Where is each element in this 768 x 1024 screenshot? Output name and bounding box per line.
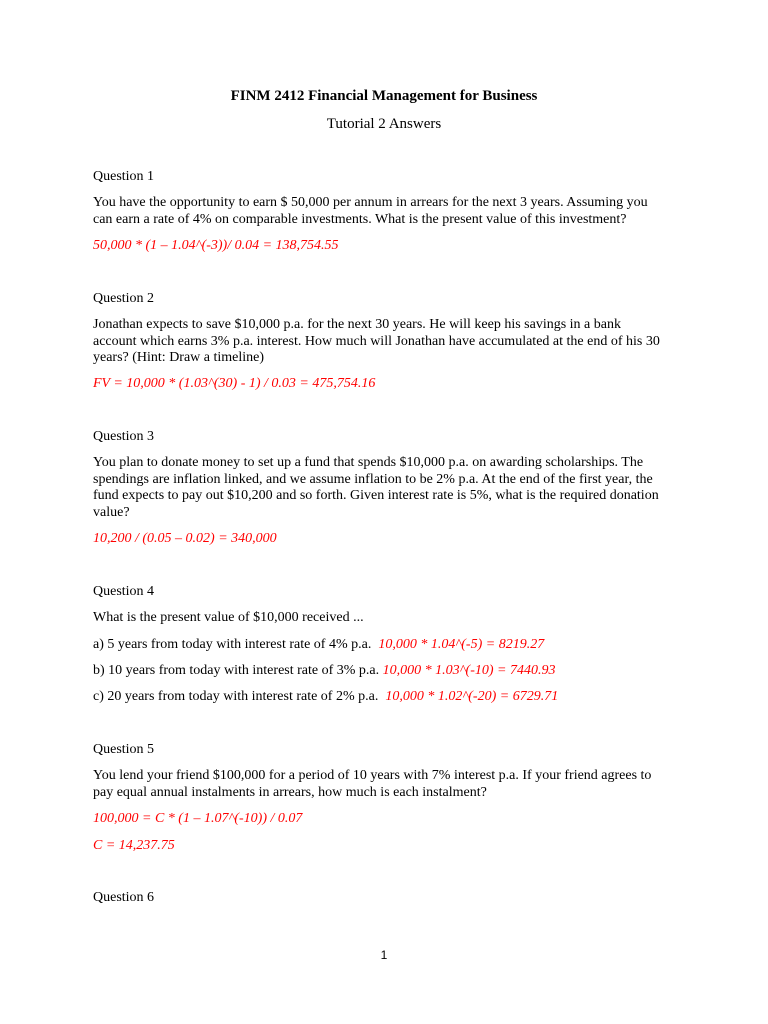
question-5-answer-1: 100,000 = C * (1 – 1.07^(-10)) / 0.07 [93, 811, 303, 826]
question-4-part-c [93, 689, 683, 706]
part-c-text: c) 20 years from today with interest rate of 2% p.a. [93, 689, 379, 704]
question-3-heading: Question 3 [93, 429, 155, 444]
part-b-text: b) 10 years from today with interest rate of 3% p.a. [93, 663, 380, 678]
question-5-answer-2: C = 14,237.75 [93, 838, 175, 853]
page-number: 1 [380, 948, 388, 962]
part-c-answer: 10,000 * 1.02^(-20) = 6729.71 [385, 689, 559, 704]
question-5-text: You lend your friend $100,000 for a period of 10 years with 7% interest p.a. If your friend agrees to pay equal annual instalments in arrears, how much is each instalment? [93, 768, 652, 800]
question-1-answer: 50,000 * (1 – 1.04^(-3))/ 0.04 = 138,754.55 [93, 238, 339, 253]
question-5-heading: Question 5 [93, 742, 155, 757]
question-4-part-a [93, 637, 683, 654]
question-3-answer: 10,200 / (0.05 – 0.02) = 340,000 [93, 531, 277, 546]
part-b-answer: 10,000 * 1.03^(-10) = 7440.93 [382, 663, 556, 678]
question-2-answer: FV = 10,000 * (1.03^(30) - 1) / 0.03 = 475,754.16 [93, 376, 376, 391]
page-title: FINM 2412 Financial Management for Business [230, 88, 538, 104]
question-1-heading: Question 1 [93, 169, 155, 184]
question-2-text: Jonathan expects to save $10,000 p.a. for the next 30 years. He will keep his savings in a bank account which earns 3% p.a. interest. How much will Jonathan have accumulated at the end of his 30 years? (Hint: Draw a timeline) [93, 317, 660, 365]
page-subtitle: Tutorial 2 Answers [326, 116, 442, 132]
question-4-part-b [93, 663, 683, 680]
question-2-heading: Question 2 [93, 291, 155, 306]
question-4-text: What is the present value of $10,000 received ... [93, 610, 364, 625]
question-3-text: You plan to donate money to set up a fund that spends $10,000 p.a. on awarding scholarships. The spendings are inflation linked, and we assume inflation to be 2% p.a. At the end of the first year, the fund expects to pay out $10,200 and so forth. Given interest rate is 5%, what is the required donation value? [93, 455, 659, 520]
part-a-answer: 10,000 * 1.04^(-5) = 8219.27 [378, 637, 545, 652]
question-1-text: You have the opportunity to earn $ 50,000 per annum in arrears for the next 3 years. Assuming you can earn a rate of 4% on comparable investments. What is the present value of this investment? [93, 195, 648, 227]
part-a-text: a) 5 years from today with interest rate of 4% p.a. [93, 637, 372, 652]
question-6-heading: Question 6 [93, 890, 155, 905]
question-4-heading: Question 4 [93, 584, 155, 599]
